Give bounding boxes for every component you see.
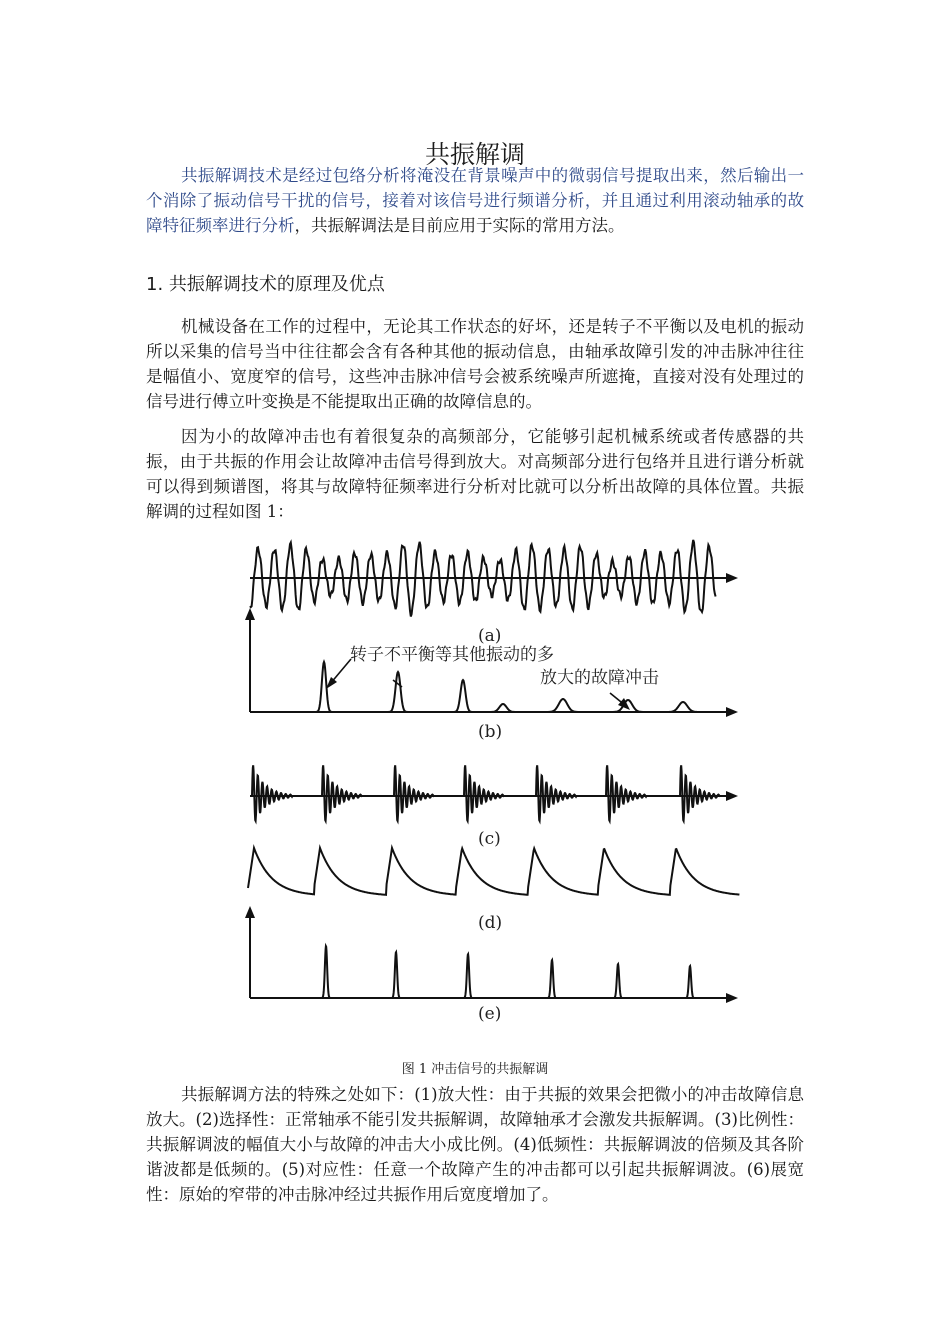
intro-paragraph <box>146 163 804 238</box>
signal-c-resonance-bursts <box>250 765 720 821</box>
section-heading: 1. 共振解调技术的原理及优点 <box>146 274 385 295</box>
signal-e-envelope-spectrum <box>250 946 728 998</box>
signal-d-envelope <box>248 848 739 895</box>
figure-annotation-2: 放大的故障冲击 <box>540 668 659 688</box>
figure-label-a: (a) <box>478 626 502 646</box>
axis-c-arrow <box>726 791 738 801</box>
figure-annotation-1: 转子不平衡等其他振动的多 <box>350 645 554 665</box>
axis-e-vertical-arrow <box>245 906 255 918</box>
axis-a-arrow <box>726 573 738 583</box>
figure-resonance-demodulation <box>238 528 750 1043</box>
figure-label-c: (c) <box>478 829 501 849</box>
figure-label-d: (d) <box>478 913 503 933</box>
figure-label-b: (b) <box>478 722 503 742</box>
section-paragraph-1: 机械设备在工作的过程中，无论其工作状态的好坏，还是转子不平衡以及电机的振动所以采集的信号当中往往都会含有各种其他的振动信息，由轴承故障引发的冲击脉冲往往是幅值小、宽度窄的信号，这些冲击脉冲信号会被系统噪声所遮掩，直接对没有处理过的信号进行傅立叶变换是不能提取出正确的故障信息的。 <box>146 317 804 411</box>
document-title: 共振解调 <box>424 139 525 169</box>
intro-rest-text: ，共振解调法是目前应用于实际的常用方法。 <box>294 216 625 235</box>
section-paragraph-2: 因为小的故障冲击也有着很复杂的高频部分，它能够引起机械系统或者传感器的共振，由于共振的作用会让故障冲击信号得到放大。对高频部分进行包络并且进行谱分析就可以得到频谱图，将其与故障特征频率进行分析对比就可以分析出故障的具体位置。共振解调的过程如图 1： <box>146 427 804 521</box>
properties-paragraph: 共振解调方法的特殊之处如下：(1)放大性：由于共振的效果会把微小的冲击故障信息放大。(2)选择性：正常轴承不能引发共振解调，故障轴承才会激发共振解调。(3)比例性：共振解调波的幅值大小与故障的冲击大小成比例。(4)低频性：共振解调波的倍频及其各阶谐波都是低频的。(5)对应性：任意一个故障产生的冲击都可以引起共振解调波。(6)展宽性：原始的窄带的冲击脉冲经过共振作用后宽度增加了。 <box>146 1085 804 1204</box>
axis-b-vertical-arrow <box>245 608 255 620</box>
figure-caption: 图 1 冲击信号的共振解调 <box>401 1062 549 1077</box>
intro-highlight-text: 共振解调技术是经过包络分析将淹没在背景噪声中的微弱信号提取出来，然后输出一个消除了振动信号干扰的信号，接着对该信号进行频谱分析，并且通过利用滚动轴承的故障特征频率进行分析 <box>146 166 804 235</box>
figure-label-e: (e) <box>478 1004 502 1024</box>
